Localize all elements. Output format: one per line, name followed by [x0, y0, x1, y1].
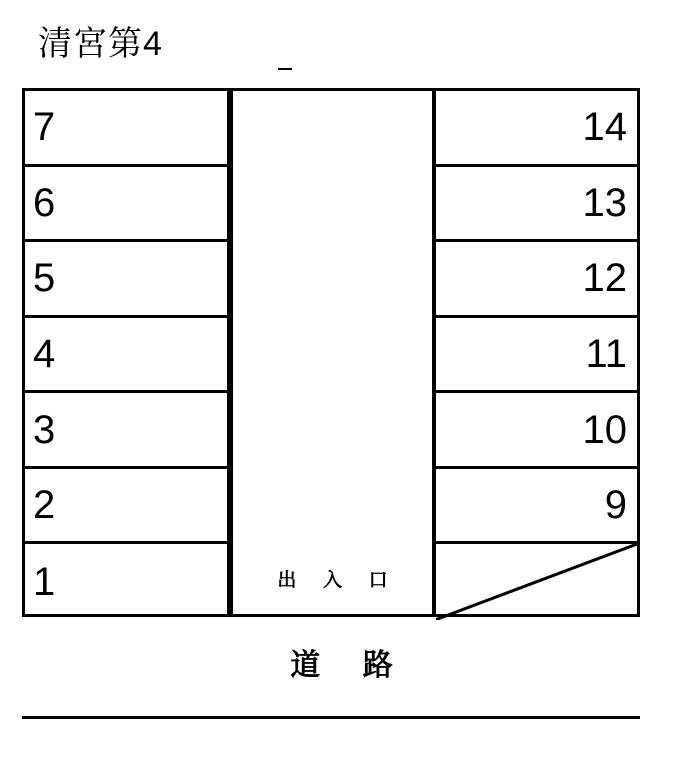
stall-cell[interactable]	[25, 318, 227, 394]
diagonal-slash-icon	[436, 544, 637, 620]
entrance-label: 出 入 口	[277, 569, 398, 591]
stall-cell[interactable]	[25, 91, 227, 167]
stall-cell[interactable]	[436, 393, 637, 469]
stall-number: 5	[33, 256, 56, 301]
stall-number: 9	[604, 483, 627, 528]
stall-number: 10	[582, 407, 627, 452]
stall-cell[interactable]	[25, 393, 227, 469]
stall-number: 4	[33, 331, 56, 376]
page-title: 清宮第4	[38, 25, 163, 63]
stall-cell[interactable]	[25, 544, 227, 620]
left-stall-column	[22, 88, 230, 617]
stall-number: 2	[33, 483, 56, 528]
stall-cell[interactable]	[25, 469, 227, 545]
stall-cell[interactable]	[436, 91, 637, 167]
center-aisle	[230, 88, 435, 617]
stall-number: 14	[582, 105, 627, 150]
stall-number: 12	[582, 256, 627, 301]
stall-number: 3	[33, 407, 56, 452]
stall-cell[interactable]	[25, 167, 227, 243]
stall-cell-blocked[interactable]	[436, 544, 637, 620]
parking-lot-map	[22, 88, 640, 617]
stall-number: 13	[582, 180, 627, 225]
stall-number: 11	[585, 331, 627, 376]
stall-cell[interactable]	[436, 318, 637, 394]
stall-cell[interactable]	[25, 242, 227, 318]
right-stall-column	[433, 88, 640, 617]
road-label: 道 路	[290, 648, 409, 683]
stall-number: 6	[33, 180, 56, 225]
stall-cell[interactable]	[436, 469, 637, 545]
stall-number: 1	[33, 560, 56, 605]
stall-cell[interactable]	[436, 167, 637, 243]
road-boundary-line	[22, 716, 640, 719]
stall-cell[interactable]	[436, 242, 637, 318]
top-tick-mark	[278, 68, 292, 70]
stall-number: 7	[33, 105, 56, 150]
